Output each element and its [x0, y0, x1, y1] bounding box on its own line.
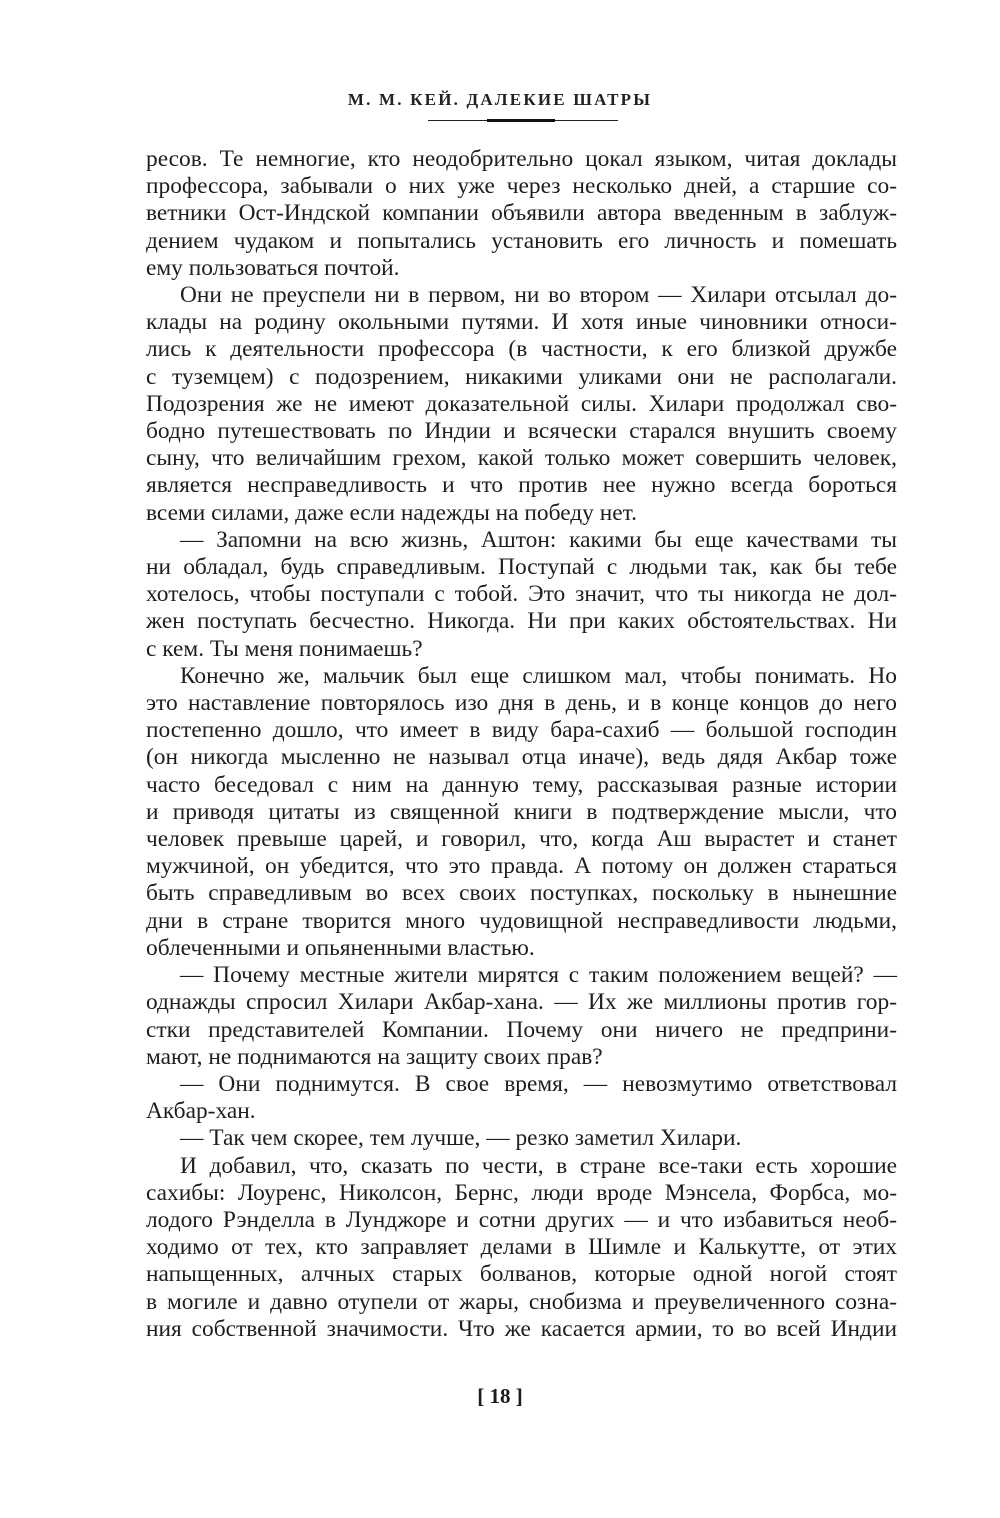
- header-rule-accent: [487, 119, 555, 122]
- text-line: является несправедливость и что против нее нужно всегда бороться: [146, 472, 897, 499]
- text-line: дни в стране творится много чудовищной несправедливости людьми,: [146, 907, 897, 934]
- text-line: — Так чем скорее, тем лучше, — резко заметил Хилари.: [180, 1125, 742, 1152]
- text-line: с туземцем) с подозрением, никакими уликами они не располагали.: [146, 363, 897, 390]
- text-line: и приводя цитаты из священной книги в подтверждение мысли, что: [146, 798, 897, 825]
- text-line: Конечно же, мальчик был еще слишком мал, чтобы понимать. Но: [180, 662, 897, 689]
- text-line: мужчиной, он убедится, что это правда. А потому он должен стараться: [146, 853, 897, 880]
- text-line: это наставление повторялось изо дня в день, и в конце концов до него: [146, 690, 897, 717]
- text-line: — Почему местные жители мирятся с таким положением вещей? —: [180, 962, 897, 989]
- text-line: постепенно дошло, что имеет в виду бара-сахиб — большой господин: [146, 717, 897, 744]
- text-line: Акбар-хан.: [146, 1098, 256, 1125]
- text-line: стки представителей Компании. Почему они ничего не предприни-: [146, 1016, 897, 1043]
- text-line: лодого Рэнделла в Лунджоре и сотни других — и что избавиться необ-: [146, 1206, 897, 1233]
- text-line: жен поступать бесчестно. Никогда. Ни при каких обстоятельствах. Ни: [146, 608, 897, 635]
- running-head: М. М. КЕЙ. ДАЛЕКИЕ ШАТРЫ: [347, 90, 653, 109]
- text-line: И добавил, что, сказать по чести, в стране все-таки есть хорошие: [180, 1152, 897, 1179]
- text-line: — Запомни на всю жизнь, Аштон: какими бы еще качествами ты: [180, 526, 897, 553]
- text-line: с кем. Ты меня понимаешь?: [146, 635, 423, 662]
- text-line: ния собственной значимости. Что же касается армии, то во всей Индии: [146, 1315, 897, 1342]
- body-text: [146, 146, 897, 1343]
- text-line: Они не преуспели ни в первом, ни во втором — Хилари отсылал до-: [180, 282, 897, 309]
- text-line: мают, не поднимаются на защиту своих прав?: [146, 1043, 603, 1070]
- text-line: профессора, забывали о них уже через несколько дней, а старшие со-: [146, 173, 897, 200]
- text-line: — Они поднимутся. В свое время, — невозмутимо ответствовал: [180, 1070, 897, 1097]
- text-line: быть справедливым во всех своих поступках, поскольку в нынешние: [146, 880, 897, 907]
- text-line: ходимо от тех, кто заправляет делами в Шимле и Калькутте, от этих: [146, 1234, 897, 1261]
- text-line: бодно путешествовать по Индии и всячески старался внушить своему: [146, 418, 897, 445]
- text-line: облеченными и опьяненными властью.: [146, 934, 535, 961]
- text-line: (он никогда мысленно не называл отца иначе), ведь дядя Акбар тоже: [146, 744, 897, 771]
- text-line: хотелось, чтобы поступали с тобой. Это значит, что ты никогда не дол-: [146, 581, 897, 608]
- text-line: сахибы: Лоуренс, Николсон, Бернс, люди вроде Мэнсела, Форбса, мо-: [146, 1179, 897, 1206]
- text-line: напыщенных, алчных старых болванов, которые одной ногой стоят: [146, 1261, 897, 1288]
- text-line: клады на родину окольными путями. И хотя иные чиновники относи-: [146, 309, 897, 336]
- text-line: ни обладал, будь справедливым. Поступай с людьми так, как бы тебе: [146, 554, 897, 581]
- text-line: Подозрения же не имеют доказательной силы. Хилари продолжал сво-: [146, 390, 897, 417]
- text-line: всеми силами, даже если надежды на победу нет.: [146, 499, 637, 526]
- text-line: часто беседовал с ним на данную тему, рассказывая разные истории: [146, 771, 897, 798]
- text-line: человек превыше царей, и говорил, что, когда Аш вырастет и станет: [146, 826, 897, 853]
- text-line: дением чудаком и попытались установить его личность и помешать: [146, 227, 897, 254]
- text-line: сыну, что величайшим грехом, какой только может совершить человек,: [146, 445, 897, 472]
- text-line: лись к деятельности профессора (в частности, к его близкой дружбе: [146, 336, 897, 363]
- text-line: ветники Ост-Индской компании объявили автора введенным в заблуж-: [146, 200, 897, 227]
- page-number: [ 18 ]: [477, 1384, 523, 1408]
- text-line: ресов. Те немногие, кто неодобрительно цокал языком, читая доклады: [146, 146, 897, 172]
- text-line: в могиле и давно отупели от жары, снобизма и преувеличенного созна-: [146, 1288, 897, 1315]
- text-line: ему пользоваться почтой.: [146, 254, 400, 281]
- text-line: однажды спросил Хилари Акбар-хана. — Их же миллионы против гор-: [146, 989, 897, 1016]
